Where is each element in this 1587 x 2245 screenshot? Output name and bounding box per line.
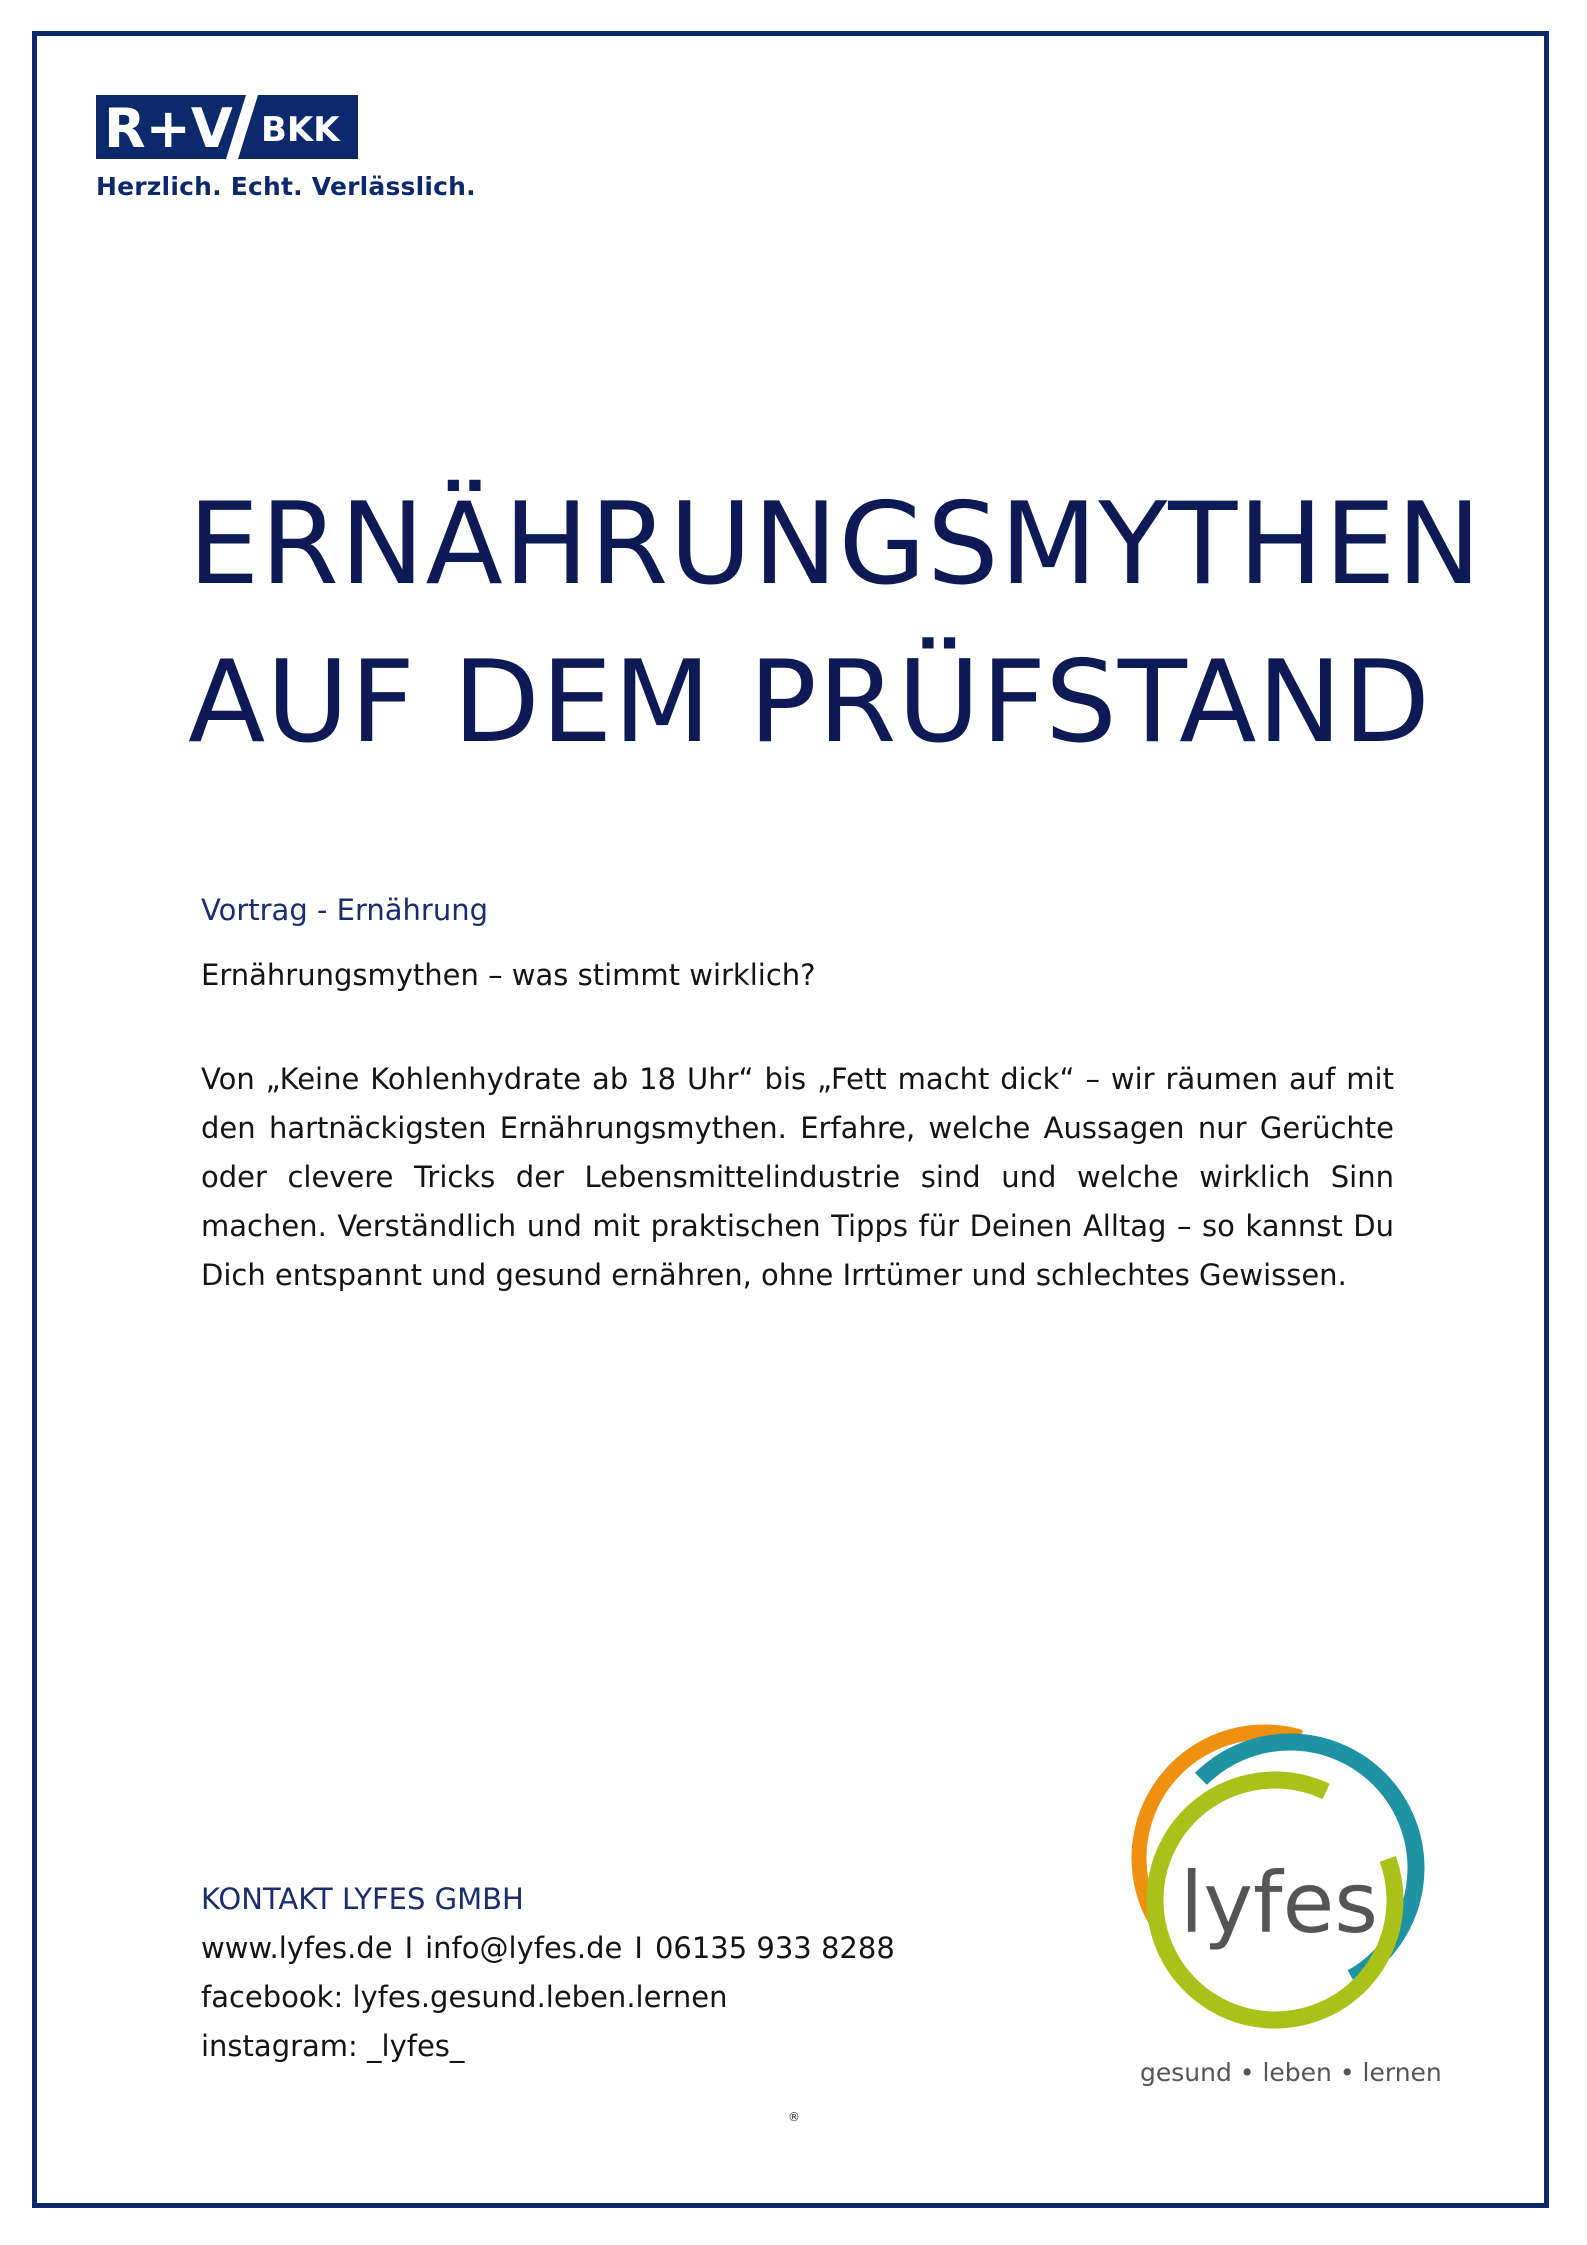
email-link[interactable]: info@lyfes.de [425,1931,623,1965]
contact-block [201,1875,895,2071]
lyfes-tagline: gesund • leben • lernen [1140,2058,1442,2087]
headline-line-2: AUF DEM PRÜFSTAND [188,636,1431,768]
registered-mark: ® [788,2110,800,2124]
instagram-handle[interactable]: instagram: _lyfes_ [201,2029,465,2063]
facebook-handle[interactable]: facebook: lyfes.gesund.leben.lernen [201,1980,728,2014]
contact-heading: KONTAKT LYFES GMBH [201,1882,524,1916]
website-link[interactable]: www.lyfes.de [201,1931,393,1965]
lyfes-wordmark: lyfes [1180,1854,1379,1952]
brand-tagline: Herzlich. Echt. Verlässlich. [96,172,476,201]
headline-line-1: ERNÄHRUNGSMYTHEN [188,478,1483,610]
headline [188,465,1482,781]
phone-number[interactable]: 06135 933 8288 [654,1931,895,1965]
separator: I [404,1931,414,1965]
separator: I [634,1931,643,1965]
svg-text:BKK: BKK [261,110,340,150]
lead-question: Ernährungsmythen – was stimmt wirklich? [201,958,816,992]
section-label: Vortrag - Ernährung [201,893,488,927]
rv-bkk-logo [96,95,358,159]
svg-text:R+V: R+V [104,97,233,159]
description-paragraph: Von „Keine Kohlenhydrate ab 18 Uhr“ bis „Fett macht dick“ – wir räumen auf mit den hartnäckigsten Ernährungsmythen. Erfahre, welche Aussagen nur Gerüchte oder clevere Tricks der Lebensmittelindustrie sind und welche wirklich Sinn machen. Verständlich und mit praktischen Tipps für Deinen Alltag – so kannst Du Dich entspannt und gesund ernähren, ohne Irrtümer und schlechtes Gewissen. [201,1062,1394,1292]
contact-line-web [201,1924,895,1973]
lyfes-logo [1125,1700,1465,2040]
